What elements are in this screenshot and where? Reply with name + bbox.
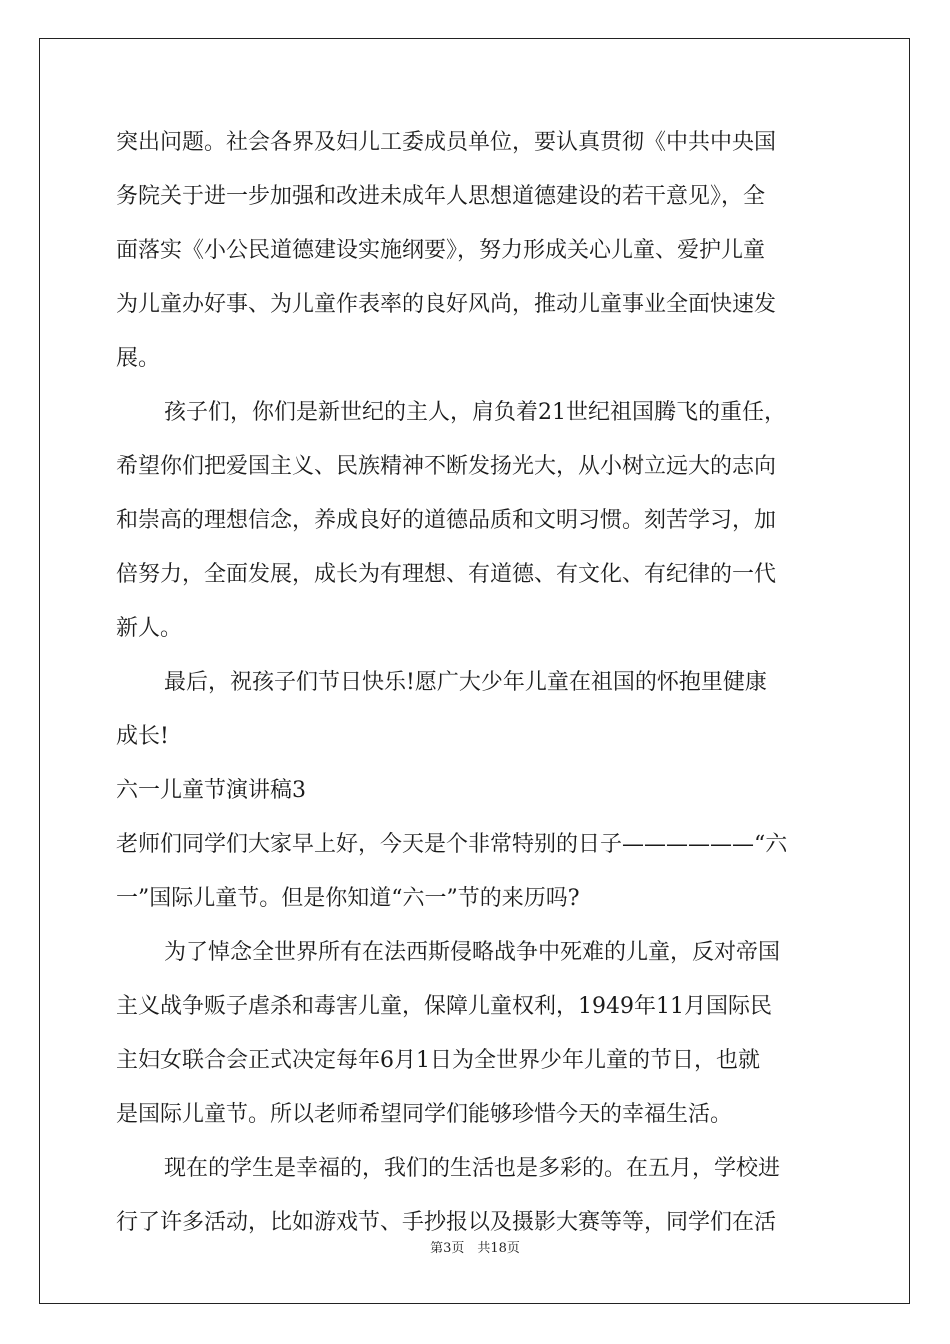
- paragraph-start-line: 为了悼念全世界所有在法西斯侵略战争中死难的儿童，反对帝国: [164, 940, 781, 965]
- text-line: 突出问题。社会各界及妇儿工委成员单位，要认真贯彻《中共中央国: [116, 130, 777, 155]
- text-line: 展。: [116, 346, 161, 371]
- text-line: 主义战争贩子虐杀和毒害儿童，保障儿童权利，1949年11月国际民: [116, 994, 772, 1019]
- paragraph-start-line: 现在的学生是幸福的，我们的生活也是多彩的。在五月，学校进: [164, 1156, 781, 1181]
- text-line: 为儿童办好事、为儿童作表率的良好风尚，推动儿童事业全面快速发: [116, 292, 777, 317]
- text-line: 面落实《小公民道德建设实施纲要》，努力形成关心儿童、爱护儿童: [116, 238, 766, 263]
- paragraph-start-line: 孩子们，你们是新世纪的主人，肩负着21世纪祖国腾飞的重任，: [164, 400, 786, 425]
- text-line: 是国际儿童节。所以老师希望同学们能够珍惜今天的幸福生活。: [116, 1102, 733, 1127]
- text-line: 行了许多活动，比如游戏节、手抄报以及摄影大赛等等，同学们在活: [116, 1210, 777, 1235]
- page-number-footer: 第3页 共18页: [430, 1241, 520, 1256]
- text-line: 新人。: [116, 616, 183, 641]
- section-heading: 六一儿童节演讲稿3: [116, 778, 306, 803]
- text-line: 和崇高的理想信念，养成良好的道德品质和文明习惯。刻苦学习，加: [116, 508, 777, 533]
- text-line: 倍努力，全面发展，成长为有理想、有道德、有文化、有纪律的一代: [116, 562, 777, 587]
- text-line: 一”国际儿童节。但是你知道“六一”节的来历吗?: [116, 886, 580, 911]
- paragraph-start-line: 最后，祝孩子们节日快乐!愿广大少年儿童在祖国的怀抱里健康: [164, 670, 767, 695]
- text-line: 主妇女联合会正式决定每年6月1日为全世界少年儿童的节日，也就: [116, 1048, 760, 1073]
- text-line: 希望你们把爱国主义、民族精神不断发扬光大，从小树立远大的志向: [116, 454, 777, 479]
- text-line: 老师们同学们大家早上好，今天是个非常特别的日子——————“六: [116, 832, 788, 857]
- text-line: 务院关于进一步加强和改进未成年人思想道德建设的若干意见》，全: [116, 184, 766, 209]
- text-line: 成长!: [116, 724, 169, 749]
